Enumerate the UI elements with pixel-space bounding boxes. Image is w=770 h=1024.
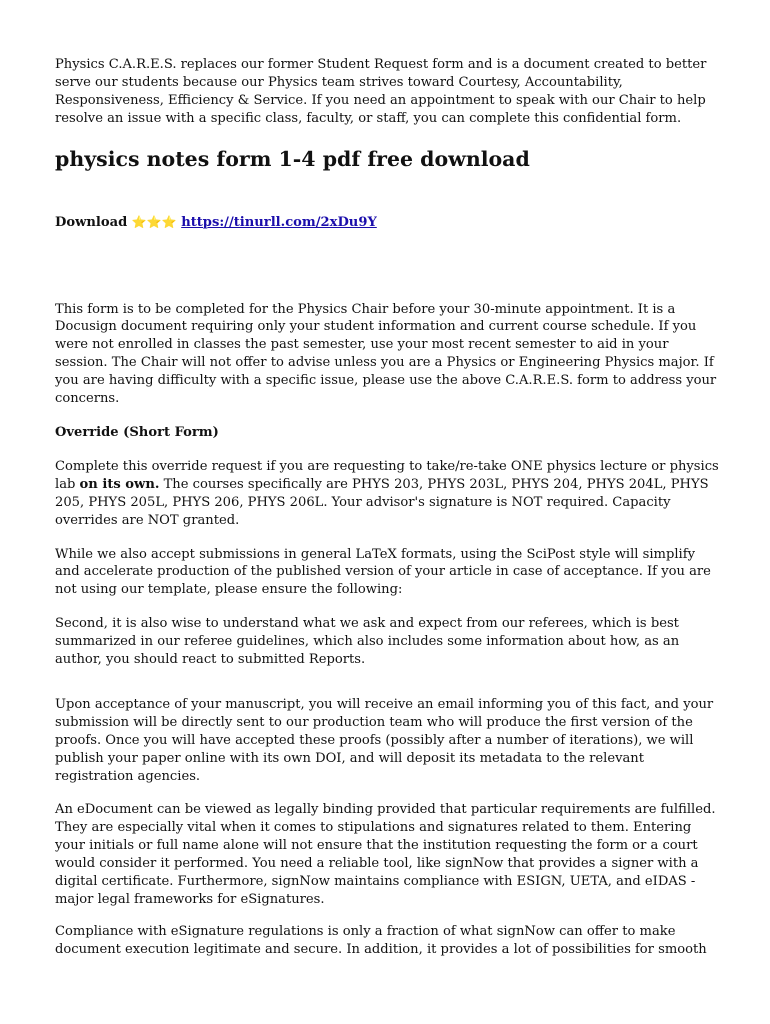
override-text-before: Complete this override request if you are requesting to take/re-take ONE physics lecture or physics lab (55, 458, 719, 492)
override-bold-text: on its own. (79, 476, 160, 492)
chair-form-paragraph: This form is to be completed for the Physics Chair before your 30-minute appointment. It is a Docusign document requiring only your student information and current course schedule. If you were not enrolled in classes the past semester, use your most recent semester to aid in your session. The Chair will not offer to advise unless you are a Physics or Engineering Physics major. If you are having difficulty with a specific issue, please use the above C.A.R.E.S. form to address your concerns. (55, 301, 717, 407)
download-link[interactable]: https://tinurll.com/2xDu9Y (181, 214, 377, 230)
intro-paragraph: Physics C.A.R.E.S. replaces our former Student Request form and is a document created to better serve our students because our Physics team strives toward Courtesy, Accountability, Responsiveness, Efficiency & Service. If you need an appointment to speak with our Chair to help resolve an issue with a specific class, faculty, or staff, you can complete this confidential form. (55, 57, 707, 126)
compliance-paragraph: Compliance with eSignature regulations is only a fraction of what signNow can offer to make document execution legitimate and secure. In addition, it provides a lot of possibilities for smooth (55, 923, 707, 957)
latex-paragraph: While we also accept submissions in general LaTeX formats, using the SciPost style will simplify and accelerate production of the published version of your article in case of acceptance. If you are not using our template, please ensure the following: (55, 546, 711, 598)
override-text-after: The courses specifically are PHYS 203, PHYS 203L, PHYS 204, PHYS 204L, PHYS 205, PHYS 205L, PHYS 206, PHYS 206L. Your advisor's signature is NOT required. Capacity overrides are NOT granted. (55, 476, 709, 528)
override-paragraph (55, 458, 720, 530)
page-title: physics notes form 1-4 pdf free download (55, 146, 530, 171)
acceptance-paragraph: Upon acceptance of your manuscript, you will receive an email informing you of this fact, and your submission will be directly sent to our production team who will produce the first version of the proofs. Once you will have accepted these proofs (possibly after a number of iterations), we will publish your paper online with its own DOI, and will deposit its metadata to the relevant registration agencies. (55, 696, 714, 784)
override-heading: Override (Short Form) (55, 424, 219, 440)
download-label: Download (55, 214, 128, 230)
referees-paragraph: Second, it is also wise to understand what we ask and expect from our referees, which is best summarized in our referee guidelines, which also includes some information about how, as an author, you should react to submitted Reports. (55, 616, 680, 668)
star-icons: ⭐⭐⭐ (131, 214, 177, 229)
document-page (55, 56, 720, 959)
edocument-paragraph: An eDocument can be viewed as legally binding provided that particular requirements are fulfilled. They are especially vital when it comes to stipulations and signatures related to them. Entering your initials or full name alone will not ensure that the institution requesting the form or a court would consider it performed. You need a reliable tool, like signNow that provides a signer with a digital certificate. Furthermore, signNow maintains compliance with ESIGN, UETA, and eIDAS - major legal frameworks for eSignatures. (55, 802, 716, 907)
download-line (55, 214, 720, 232)
